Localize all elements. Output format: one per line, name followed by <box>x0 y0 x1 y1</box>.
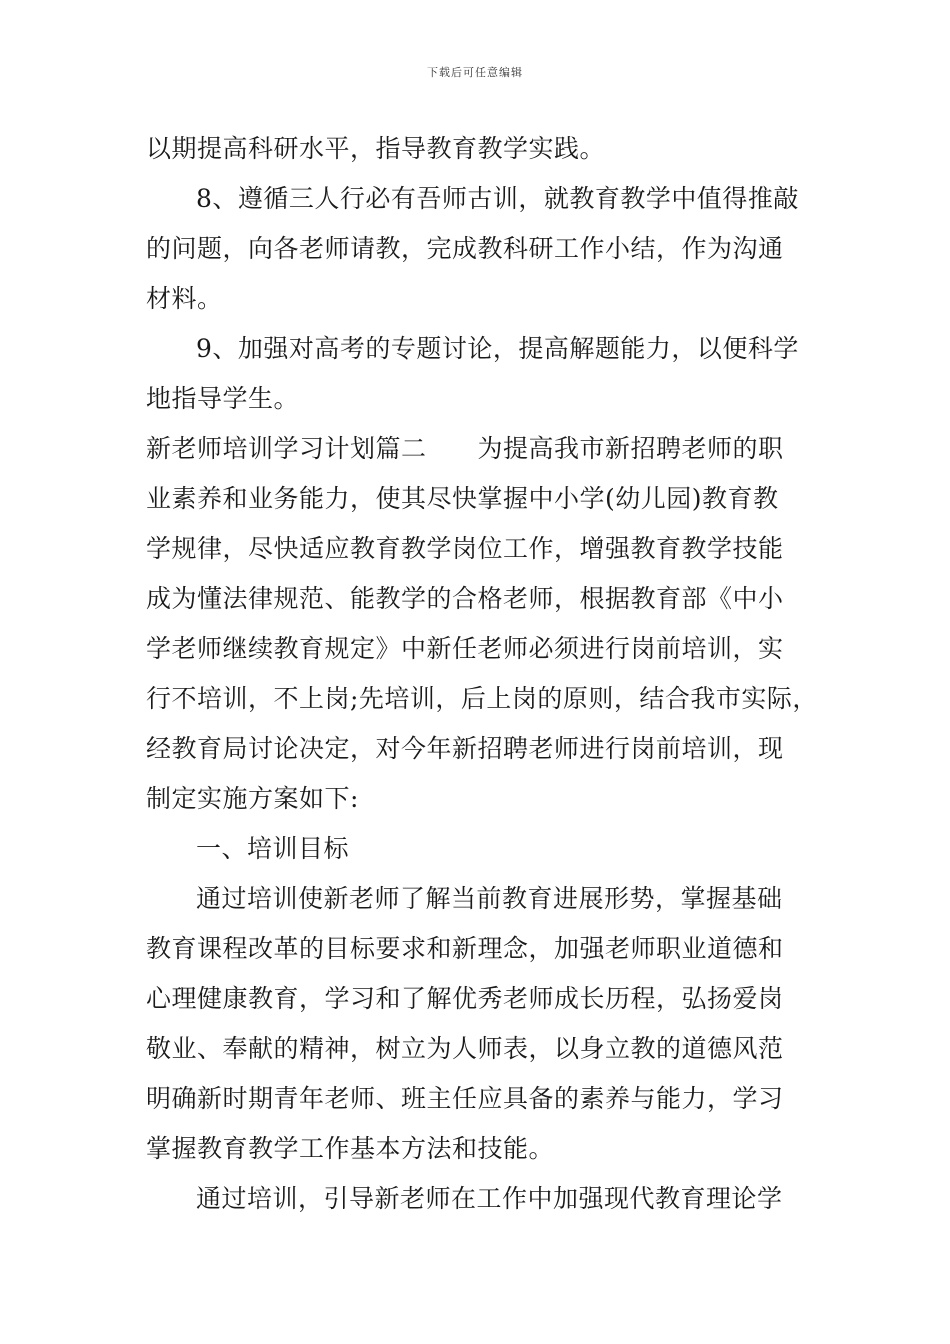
text-line: 通过培训，引导新老师在工作中加强现代教育理论学 <box>196 1184 783 1213</box>
text-line: 成为懂法律规范、能教学的合格老师，根据教育部《中小 <box>146 584 784 613</box>
section-title-line: 新老师培训学习计划篇二 为提高我市新招聘老师的职 <box>146 434 784 463</box>
text-line: 学老师继续教育规定》中新任老师必须进行岗前培训，实 <box>146 634 784 663</box>
text-line: 行不培训，不上岗;先培训，后上岗的原则，结合我市实际， <box>146 684 818 713</box>
subheading-line: 一、培训目标 <box>196 834 350 863</box>
text-line: 8、遵循三人行必有吾师古训，就教育教学中值得推敲 <box>196 184 799 213</box>
text-line: 以期提高科研水平，指导教育教学实践。 <box>146 134 606 163</box>
text-line: 学规律，尽快适应教育教学岗位工作，增强教育教学技能 <box>146 534 784 563</box>
text-line: 9、加强对高考的专题讨论，提高解题能力，以便科学 <box>196 334 799 363</box>
text-line: 业素养和业务能力，使其尽快掌握中小学(幼儿园)教育教 <box>146 484 779 513</box>
text-line: 掌握教育教学工作基本方法和技能。 <box>146 1134 555 1163</box>
text-line: 经教育局讨论决定，对今年新招聘老师进行岗前培训，现 <box>146 734 784 763</box>
text-line: 明确新时期青年老师、班主任应具备的素养与能力，学习 <box>146 1084 784 1113</box>
page-header: 下载后可任意编辑 <box>427 66 523 79</box>
text-line: 地指导学生。 <box>146 384 300 413</box>
text-line: 制定实施方案如下: <box>146 784 359 813</box>
text-line: 教育课程改革的目标要求和新理念，加强老师职业道德和 <box>146 934 784 963</box>
text-line: 敬业、奉献的精神，树立为人师表，以身立教的道德风范 <box>146 1034 784 1063</box>
text-line: 通过培训使新老师了解当前教育进展形势，掌握基础 <box>196 884 783 913</box>
text-line: 材料。 <box>146 284 223 313</box>
text-line: 心理健康教育，学习和了解优秀老师成长历程，弘扬爱岗 <box>146 984 784 1013</box>
document-body <box>146 124 826 1224</box>
text-line: 的问题，向各老师请教，完成教科研工作小结，作为沟通 <box>146 234 784 263</box>
